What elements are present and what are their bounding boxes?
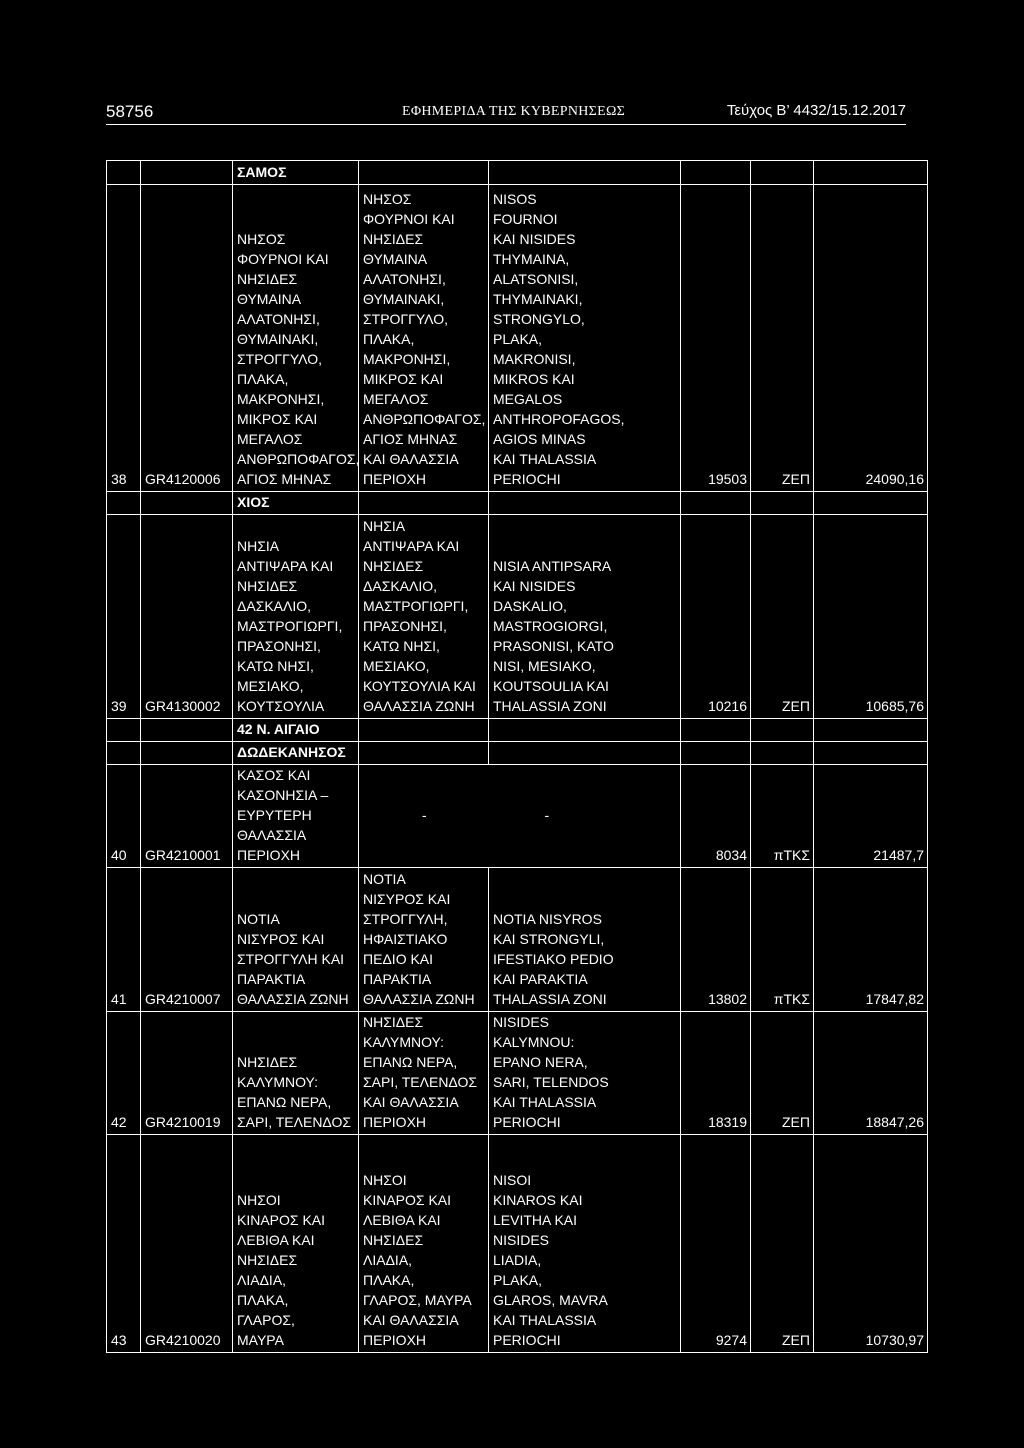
site-code: GR4210019 [141, 1012, 233, 1135]
area-name-latin: NISIA ANTIPSARA KAI NISIDES DASKALIO, MASTROGIORGI, PRASONISI, KATO NISI, MESIAKO, KOUTSOULIA KAI THALASSIA ZONI [489, 515, 681, 719]
area-hectares: 10216 [681, 515, 751, 719]
site-code: GR4210001 [141, 765, 233, 868]
row-number: 43 [107, 1135, 141, 1353]
area-name-latin: NISOI KINAROS KAI LEVITHA KAI NISIDES LIADIA, PLAKA, GLAROS, MAVRA KAI THALASSIA PERIOCHI [489, 1135, 681, 1353]
section-row [107, 492, 928, 515]
section-row [107, 161, 928, 185]
site-type: ΖΕΠ [751, 515, 814, 719]
total-area: 24090,16 [814, 185, 928, 492]
section-title: ΧΙΟΣ [233, 492, 359, 515]
row-number: 40 [107, 765, 141, 868]
total-area: 10730,97 [814, 1135, 928, 1353]
table-row [107, 765, 928, 868]
area-name-greek: - [359, 765, 489, 868]
section-title: 42 Ν. ΑΙΓΑΙΟ [233, 719, 359, 742]
area-name-greek: ΝΗΣΙΔΕΣ ΚΑΛΥΜΝΟΥ: ΕΠΑΝΩ ΝΕΡΑ, ΣΑΡΙ, ΤΕΛΕΝΔΟΣ ΚΑΙ ΘΑΛΑΣΣΙΑ ΠΕΡΙΟΧΗ [359, 1012, 489, 1135]
page-number: 58756 [106, 102, 154, 121]
journal-title: ΕΦΗΜΕΡΙΔΑ ΤΗΣ ΚΥΒΕΡΝΗΣΕΩΣ [402, 104, 626, 119]
area-name-greek: ΝΟΤΙΑ ΝΙΣΥΡΟΣ ΚΑΙ ΣΤΡΟΓΓΥΛΗ, ΗΦΑΙΣΤΙΑΚΟ ΠΕΔΙΟ ΚΑΙ ΠΑΡΑΚΤΙΑ ΘΑΛΑΣΣΙΑ ΖΩΝΗ [359, 868, 489, 1012]
row-number: 38 [107, 185, 141, 492]
site-type: πΤΚΣ [751, 868, 814, 1012]
table-row [107, 515, 928, 719]
site-code: GR4120006 [141, 185, 233, 492]
area-name-greek: ΝΗΣΙΑ ΑΝΤΙΨΑΡΑ ΚΑΙ ΝΗΣΙΔΕΣ ΔΑΣΚΑΛΙΟ, ΜΑΣΤΡΟΓΙΩΡΓΙ, ΠΡΑΣΟΝΗΣΙ, ΚΑΤΩ ΝΗΣΙ, ΜΕΣΙΑΚΟ, ΚΟΥΤΣΟΥΛΙΑ ΚΑΙ ΘΑΛΑΣΣΙΑ ΖΩΝΗ [359, 515, 489, 719]
area-hectares: 18319 [681, 1012, 751, 1135]
area-name-greek: ΝΗΣΟΙ ΚΙΝΑΡΟΣ ΚΑΙ ΛΕΒΙΘΑ ΚΑΙ ΝΗΣΙΔΕΣ ΛΙΑΔΙΑ, ΠΛΑΚΑ, ΓΛΑΡΟΣ, ΜΑΥΡΑ ΚΑΙ ΘΑΛΑΣΣΙΑ ΠΕΡΙΟΧΗ [359, 1135, 489, 1353]
table-row [107, 868, 928, 1012]
area-name-latin: NISOS FOURNOI KAI NISIDES THYMAINA, ALATSONISI, THYMAINAKI, STRONGYLO, PLAKA, MAKRONISI, MIKROS KAI MEGALOS ANTHROPOFAGOS, AGIOS MINAS KAI THALASSIA PERIOCHI [489, 185, 681, 492]
site-type: ΖΕΠ [751, 185, 814, 492]
section-row [107, 742, 928, 765]
site-name: ΝΟΤΙΑ ΝΙΣΥΡΟΣ ΚΑΙ ΣΤΡΟΓΓΥΛΗ ΚΑΙ ΠΑΡΑΚΤΙΑ ΘΑΛΑΣΣΙΑ ΖΩΝΗ [233, 868, 359, 1012]
area-hectares: 19503 [681, 185, 751, 492]
site-name: ΝΗΣΙΑ ΑΝΤΙΨΑΡΑ ΚΑΙ ΝΗΣΙΔΕΣ ΔΑΣΚΑΛΙΟ, ΜΑΣΤΡΟΓΙΩΡΓΙ, ΠΡΑΣΟΝΗΣΙ, ΚΑΤΩ ΝΗΣΙ, ΜΕΣΙΑΚΟ, ΚΟΥΤΣΟΥΛΙΑ [233, 515, 359, 719]
table-row [107, 1135, 928, 1353]
total-area: 18847,26 [814, 1012, 928, 1135]
area-name-latin: NISIDES KALYMNOU: EPANO NERA, SARI, TELENDOS KAI THALASSIA PERIOCHI [489, 1012, 681, 1135]
total-area: 17847,82 [814, 868, 928, 1012]
row-number: 41 [107, 868, 141, 1012]
page-header [106, 102, 906, 122]
site-type: ΖΕΠ [751, 1135, 814, 1353]
area-name-greek: ΝΗΣΟΣ ΦΟΥΡΝΟΙ ΚΑΙ ΝΗΣΙΔΕΣ ΘΥΜΑΙΝΑ ΑΛΑΤΟΝΗΣΙ, ΘΥΜΑΙΝΑΚΙ, ΣΤΡΟΓΓΥΛΟ, ΠΛΑΚΑ, ΜΑΚΡΟΝΗΣΙ, ΜΙΚΡΟΣ ΚΑΙ ΜΕΓΑΛΟΣ ΑΝΘΡΩΠΟΦΑΓΟΣ, ΑΓΙΟΣ ΜΗΝΑΣ ΚΑΙ ΘΑΛΑΣΣΙΑ ΠΕΡΙΟΧΗ [359, 185, 489, 492]
area-hectares: 13802 [681, 868, 751, 1012]
total-area: 21487,7 [814, 765, 928, 868]
table-row [107, 1012, 928, 1135]
row-number: 42 [107, 1012, 141, 1135]
area-name-latin: - [489, 765, 681, 868]
area-name-latin: NOTIA NISYROS KAI STRONGYLI, IFESTIAKO PEDIO KAI PARAKTIA THALASSIA ZONI [489, 868, 681, 1012]
site-name: ΝΗΣΟΣ ΦΟΥΡΝΟΙ ΚΑΙ ΝΗΣΙΔΕΣ ΘΥΜΑΙΝΑ ΑΛΑΤΟΝΗΣΙ, ΘΥΜΑΙΝΑΚΙ, ΣΤΡΟΓΓΥΛΟ, ΠΛΑΚΑ, ΜΑΚΡΟΝΗΣΙ, ΜΙΚΡΟΣ ΚΑΙ ΜΕΓΑΛΟΣ ΑΝΘΡΩΠΟΦΑΓΟΣ, ΑΓΙΟΣ ΜΗΝΑΣ [233, 185, 359, 492]
total-area: 10685,76 [814, 515, 928, 719]
issue-reference: Τεύχος Β’ 4432/15.12.2017 [726, 102, 906, 119]
row-number: 39 [107, 515, 141, 719]
area-hectares: 8034 [681, 765, 751, 868]
site-type: ΖΕΠ [751, 1012, 814, 1135]
site-name: ΝΗΣΙΔΕΣ ΚΑΛΥΜΝΟΥ: ΕΠΑΝΩ ΝΕΡΑ, ΣΑΡΙ, ΤΕΛΕΝΔΟΣ [233, 1012, 359, 1135]
site-code: GR4130002 [141, 515, 233, 719]
area-hectares: 9274 [681, 1135, 751, 1353]
section-title: ΣΑΜΟΣ [233, 161, 359, 185]
natura-sites-table [106, 160, 928, 1353]
section-title: ΔΩΔΕΚΑΝΗΣΟΣ [233, 742, 359, 765]
site-name: ΝΗΣΟΙ ΚΙΝΑΡΟΣ ΚΑΙ ΛΕΒΙΘΑ ΚΑΙ ΝΗΣΙΔΕΣ ΛΙΑΔΙΑ, ΠΛΑΚΑ, ΓΛΑΡΟΣ, ΜΑΥΡΑ [233, 1135, 359, 1353]
site-code: GR4210007 [141, 868, 233, 1012]
header-rule [106, 124, 906, 125]
section-row [107, 719, 928, 742]
site-type: πΤΚΣ [751, 765, 814, 868]
site-code: GR4210020 [141, 1135, 233, 1353]
table-row [107, 185, 928, 492]
site-name: ΚΑΣΟΣ ΚΑΙ ΚΑΣΟΝΗΣΙΑ – ΕΥΡΥΤΕΡΗ ΘΑΛΑΣΣΙΑ ΠΕΡΙΟΧΗ [233, 765, 359, 868]
